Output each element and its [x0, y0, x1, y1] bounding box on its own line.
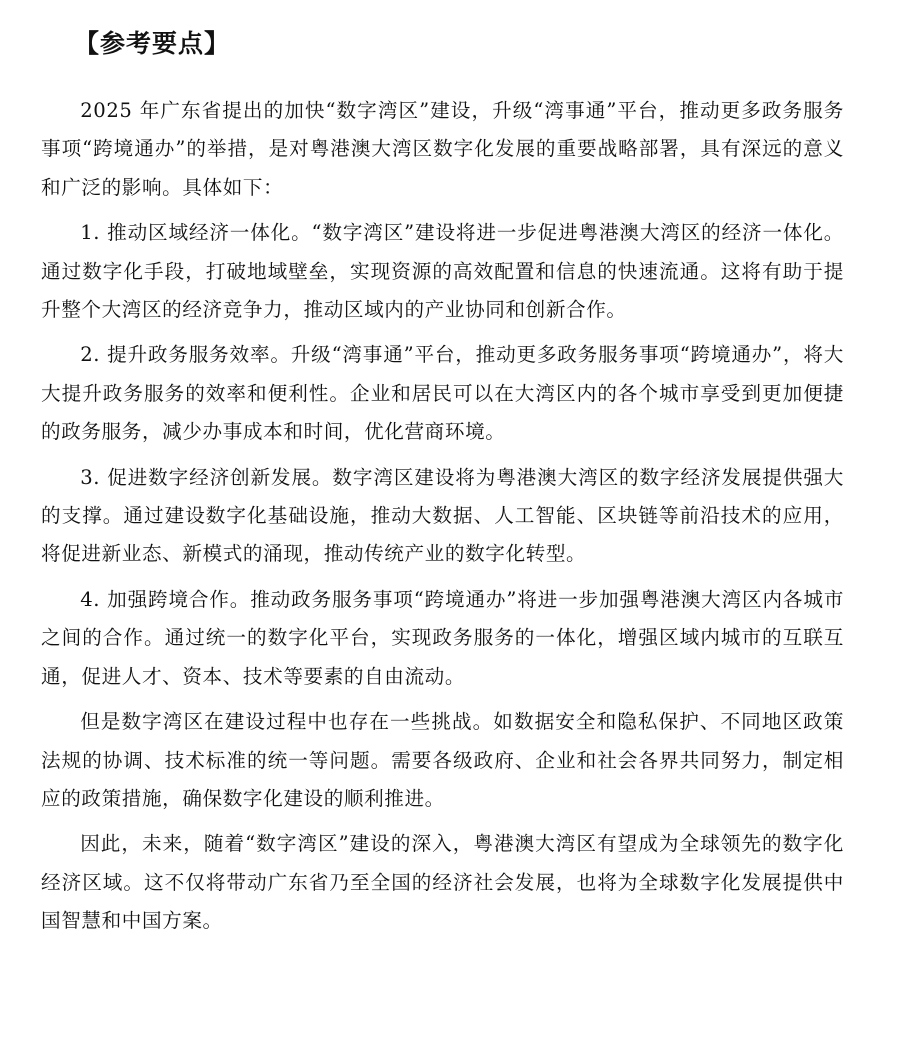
conclusion-paragraph: 因此，未来，随着“数字湾区”建设的深入，粤港澳大湾区有望成为全球领先的数字化经济区域。这不仅将带动广东省乃至全国的经济社会发展，也将为全球数字化发展提供中国智慧和中国方案。	[41, 832, 844, 933]
point-1-paragraph: 1. 推动区域经济一体化。“数字湾区”建设将进一步促进粤港澳大湾区的经济一体化。通过数字化手段，打破地域壁垒，实现资源的高效配置和信息的快速流通。这将有助于提升整个大湾区的经济竞争力，推动区域内的产业协同和创新合作。	[41, 221, 844, 322]
point-4-paragraph: 4. 加强跨境合作。推动政务服务事项“跨境通办”将进一步加强粤港澳大湾区内各城市之间的合作。通过统一的数字化平台，实现政务服务的一体化，增强区域内城市的互联互通，促进人才、资本、技术等要素的自由流动。	[41, 587, 844, 688]
point-3-paragraph: 3. 促进数字经济创新发展。数字湾区建设将为粤港澳大湾区的数字经济发展提供强大的支撑。通过建设数字化基础设施，推动大数据、人工智能、区块链等前沿技术的应用，将促进新业态、新模式的涌现，推动传统产业的数字化转型。	[41, 465, 844, 566]
intro-paragraph: 2025 年广东省提出的加快“数字湾区”建设，升级“湾事通”平台，推动更多政务服务事项“跨境通办”的举措，是对粤港澳大湾区数字化发展的重要战略部署，具有深远的意义和广泛的影响。具体如下：	[41, 99, 844, 199]
document-body	[41, 92, 844, 948]
point-2-paragraph: 2. 提升政务服务效率。升级“湾事通”平台，推动更多政务服务事项“跨境通办”，将大大提升政务服务的效率和便利性。企业和居民可以在大湾区内的各个城市享受到更加便捷的政务服务，减少办事成本和时间，优化营商环境。	[41, 343, 844, 444]
section-heading: 【参考要点】	[74, 29, 231, 58]
challenges-paragraph: 但是数字湾区在建设过程中也存在一些挑战。如数据安全和隐私保护、不同地区政策法规的协调、技术标准的统一等问题。需要各级政府、企业和社会各界共同努力，制定相应的政策措施，确保数字化建设的顺利推进。	[41, 710, 844, 810]
